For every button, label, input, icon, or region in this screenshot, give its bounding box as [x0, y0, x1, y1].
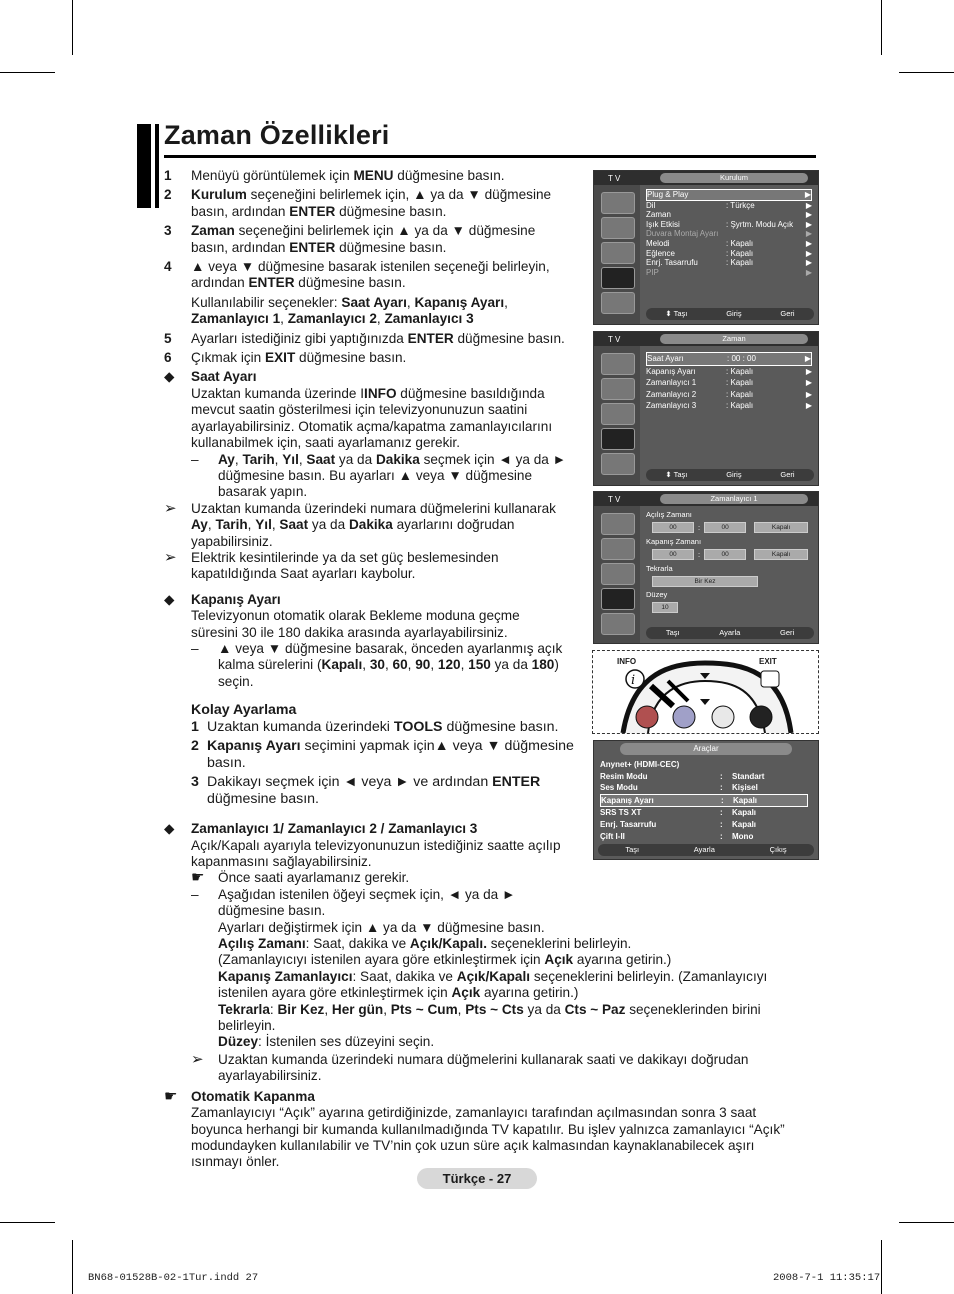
menu-items [646, 189, 812, 277]
arrow-right-icon: ▶ [804, 354, 811, 363]
tools-item-label: Ses Modu [600, 783, 638, 793]
menu-item[interactable] [646, 366, 812, 378]
zamanlayici-body: Açık/Kapalı ayarıyla televizyonunuzun istediğiniz saatte açılıp kapanmasını sağlayabilirsiniz. [191, 837, 561, 869]
menu-item-value [726, 268, 802, 278]
tools-item-colon: : [720, 771, 723, 781]
tools-item-colon: : [720, 831, 723, 841]
footer-hint: ⬍ Taşı [665, 309, 688, 318]
title-accent-bar [155, 124, 159, 208]
tools-item-label: Enrj. Tasarrufu [600, 819, 657, 829]
channel-icon [601, 242, 635, 264]
footer-hint: Ayarla [693, 845, 715, 854]
sound-icon [601, 538, 635, 560]
kapanis-dash: ▲ veya ▼ düğmesine basarak, önceden ayarlanmış açık kalma sürelerini (Kapalı, 30, 60, 90, 120, 150 ya da 180) seçin. [218, 640, 563, 689]
input-icon [601, 292, 635, 314]
crop-mark [0, 72, 55, 73]
menu-item-label: Enrj. Tasarrufu [646, 258, 698, 268]
kolay-text: Kapanış Ayarı seçimini yapmak için▲ veya ▼ düğmesine basın. [207, 738, 574, 772]
exit-button-label: EXIT [759, 657, 777, 666]
saat-note-2: Elektrik kesintilerinde ya da set güç beslemesinden kapatıldığında Saat ayarları kaybolur. [191, 549, 499, 582]
title-rule [164, 155, 816, 158]
kapanis-heading: Kapanış Ayarı [191, 591, 281, 607]
menu-footer [646, 469, 814, 481]
footer-hint: Giriş [726, 309, 742, 318]
arrow-right-icon: ▶ [805, 366, 812, 376]
step-item [164, 187, 569, 220]
menu-item-value: : Kapalı [726, 238, 754, 248]
menu-item-value: : Kapalı [726, 248, 754, 258]
screen-araclar [593, 740, 819, 860]
off-minute-field[interactable]: 00 [704, 549, 746, 560]
kolay-number: 3 [191, 774, 199, 791]
menu-sidebar [594, 506, 640, 643]
tools-footer [598, 844, 814, 856]
crop-mark [899, 72, 954, 73]
zamanlayici-section: ◆ Zamanlayıcı 1/ Zamanlayıcı 2 / Zamanlayıcı 3 Açık/Kapalı ayarıyla televizyonunuzun istediğiniz saatte açılıp kapanmasını sağlayabilirsiniz. ☛ Önce saati ayarlamanız gerekir. – Aşağıdan istenilen öğeyi seçmek için, ◄ ya da ► düğmesine basın. Ayarları değiştirmek için ▲ ya da ▼ düğmesine basın. Açılış Zamanı: Saat, dakika ve Açık/Kapalı. seçeneklerini belirleyin. (Zamanlayıcıyı istenilen ayara göre etkinleştirmek için Açık ayarına getirin.) Kapanış Zamanlayıcı: Saat, dakika ve Açık/Kapalı seçeneklerini belirleyin. (Zamanlayıcıyı istenilen ayara göre etkinleştirmek için Açık ayarına getirin.) Tekrarla: Bir Kez, Her gün, Pts ~ Cum, Pts ~ Cts ya da Cts ~ Paz seçeneklerinden birini belirleyin. Düzey: İstenilen ses düzeyini seçin. ➢ Uzaktan kumanda üzerindeki numara düğmelerini kullanarak saati ve dakikayı doğrudan ayarlayabilirsiniz. [164, 821, 794, 1085]
menu-item-label: Zamanlayıcı 3 [646, 401, 697, 410]
step-item [164, 259, 569, 292]
footer-hint: ⬍ Taşı [665, 470, 688, 479]
step-text: Kurulum seçeneğini belirlemek için, ▲ ya da ▼ düğmesine basın, ardından ENTER düğmesine basın. [191, 187, 552, 219]
tools-item-colon: : [720, 783, 723, 793]
crop-mark [899, 1222, 954, 1223]
tv-label: T V [608, 335, 621, 344]
page-title: Zaman Özellikleri [164, 120, 390, 150]
tools-item-value: Kapalı [732, 819, 757, 829]
picture-icon [601, 353, 635, 375]
menu-item-value [727, 190, 801, 200]
tools-item-value: Kişisel [732, 783, 758, 793]
step-number [164, 295, 191, 328]
arrow-right-icon: ▶ [805, 219, 812, 229]
menu-item-label: Dil [646, 200, 656, 210]
footer-hint: Çıkış [769, 845, 787, 854]
acilis-desc-2: (Zamanlayıcıyı istenilen ayara göre etkinleştirmek için Açık ayarına getirin.) [218, 952, 672, 968]
menu-item-label: Duvara Montaj Ayarı [646, 229, 719, 239]
menu-title: Zaman [660, 334, 808, 344]
title-accent-bar [137, 124, 151, 208]
setup-icon [601, 428, 635, 450]
menu-sidebar [594, 185, 640, 324]
footer-hint: Geri [779, 628, 795, 637]
tools-title: Araçlar [620, 743, 792, 755]
screen-zaman [593, 331, 819, 486]
step-number: 1 [164, 168, 172, 183]
kolay-heading: Kolay Ayarlama [191, 702, 297, 719]
hand-icon: ☛ [164, 1087, 178, 1105]
kapanis-section: ◆ Kapanış Ayarı Televizyonun otomatik olarak Bekleme moduna geçme süresini 30 ile 180 dakika arasında ayarlayabilirsiniz. – ▲ veya ▼ düğmesine basarak, önceden ayarlanmış açık kalma sürelerini (Kapalı, 30, 60, 90, 120, 150 ya da 180) seçin. [164, 592, 569, 690]
tools-item-colon: : [720, 819, 723, 829]
menu-item[interactable] [646, 258, 812, 268]
info-button-label: INFO [617, 657, 637, 666]
kolay-item [191, 774, 596, 808]
duzey-desc: Düzey: İstenilen ses düzeyini seçin. [218, 1034, 435, 1050]
input-icon [601, 613, 635, 635]
screen-zamanlayici-1 [593, 491, 819, 644]
arrow-right-icon: ▶ [805, 389, 812, 399]
arrow-right-icon: ▶ [805, 401, 812, 410]
picture-icon [601, 513, 635, 535]
zamanlayici-note: Uzaktan kumanda üzerindeki numara düğmelerini kullanarak saati ve dakikayı doğrudan ayarlayabilirsiniz. [218, 1051, 749, 1084]
step-item [164, 295, 569, 328]
oto-heading: Otomatik Kapanma [191, 1088, 315, 1104]
arrow-right-icon: ▶ [805, 378, 812, 387]
footer-hint: Ayarla [719, 628, 741, 637]
menu-item-label: Işık Etkisi [646, 219, 680, 229]
tools-items [600, 759, 808, 842]
tv-label: T V [608, 174, 621, 183]
arrow-right-icon: ▶ [805, 200, 812, 210]
menu-item[interactable] [646, 400, 812, 412]
menu-item-label: Zamanlayıcı 2 [646, 389, 697, 399]
menu-item-label: Plug & Play [647, 190, 689, 199]
channel-icon [601, 563, 635, 585]
menu-item[interactable] [646, 210, 812, 220]
off-state-field[interactable]: Kapalı [754, 549, 808, 560]
step-number: 2 [164, 187, 172, 203]
acilis-desc: Açılış Zamanı: Saat, dakika ve Açık/Kapalı. seçeneklerini belirleyin. [218, 936, 632, 952]
saat-note-1: Uzaktan kumanda üzerindeki numara düğmelerini kullanarak Ay, Tarih, Yıl, Saat ya da Dakika ayarlarını doğrudan yapabilirsiniz. [191, 500, 556, 549]
print-date: 2008-7-1 11:35:17 [773, 1272, 881, 1284]
tools-item-value: Standart [732, 771, 765, 781]
menu-title: Kurulum [660, 173, 808, 183]
arrow-right-icon: ▶ [805, 229, 812, 239]
menu-item-value: : Türkçe [726, 200, 755, 210]
menu-footer [646, 308, 814, 320]
saat-heading: Saat Ayarı [191, 369, 257, 385]
menu-item-value: : Kapalı [726, 366, 754, 376]
tools-item[interactable] [600, 759, 808, 771]
arrow-right-icon: ▶ [805, 248, 812, 258]
footer-hint: Giriş [726, 470, 742, 479]
menu-item[interactable] [646, 377, 812, 389]
menu-item-value [726, 210, 802, 220]
step-text: Zaman seçeneğini belirlemek için ▲ ya da ▼ düğmesine basın, ardından ENTER düğmesine basın. [191, 223, 536, 255]
tools-item[interactable] [600, 831, 808, 843]
arrow-right-icon: ▶ [805, 238, 812, 248]
menu-item[interactable] [646, 352, 812, 366]
tools-item-colon: : [721, 795, 724, 805]
on-hour-field[interactable]: 00 [652, 522, 694, 533]
menu-footer [646, 627, 814, 639]
kolay-item [191, 719, 596, 736]
menu-item-value: : Kapalı [726, 389, 754, 399]
crop-mark [0, 1222, 55, 1223]
tools-item-label: SRS TS XT [600, 808, 642, 818]
menu-item-label: Melodi [646, 238, 670, 248]
footer-hint: Taşı [625, 845, 640, 854]
menu-item-label: Eğlence [646, 248, 675, 258]
svg-text:i: i [631, 673, 636, 688]
zamanlayici-hand-note: Önce saati ayarlamanız gerekir. [218, 870, 410, 886]
menu-item-label: Kapanış Ayarı [646, 366, 696, 376]
kapanis-timer-desc: Kapanış Zamanlayıcı: Saat, dakika ve Açık/Kapalı seçeneklerini belirleyin. (Zamanlayıcıyı istenilen ayara göre etkinleştirmek için Açık ayarına getirin.) [218, 968, 768, 1001]
oto-section [164, 1089, 794, 1171]
menu-item[interactable] [646, 268, 812, 278]
tools-item[interactable] [600, 794, 808, 808]
steps-list [164, 168, 569, 366]
tools-item-label: Çift I-II [600, 831, 625, 841]
step-number: 3 [164, 223, 172, 239]
acilis-label: Açılış Zamanı [646, 510, 692, 519]
tools-item[interactable] [600, 782, 808, 794]
tools-item[interactable] [600, 771, 808, 783]
tekrarla-desc: Tekrarla: Bir Kez, Her gün, Pts ~ Cum, Pts ~ Cts ya da Cts ~ Paz seçeneklerinden birini belirleyin. [218, 1001, 761, 1034]
step-number: 6 [164, 350, 172, 366]
menu-item[interactable] [646, 201, 812, 211]
footer-hint: Geri [780, 470, 795, 479]
step-text: Kullanılabilir seçenekler: Saat Ayarı, Kapanış Ayarı, Zamanlayıcı 1, Zamanlayıcı 2, Zamanlayıcı 3 [191, 294, 508, 327]
saat-section: ◆ Saat Ayarı Uzaktan kumanda üzerinde IINFO düğmesine basıldığında mevcut saatin gösterilmesi için televizyonunuzun saatini ayarlayabilirsiniz. Otomatik açma/kapatma zamanlayıcılarını kullanabilmek için, saati ayarlamanız gerekir. – Ay, Tarih, Yıl, Saat ya da Dakika seçmek için ◄ ya da ► düğmesine basın. Bu ayarları ▲ veya ▼ düğmesine basarak yapın. ➢ Uzaktan kumanda üzerindeki numara düğmelerini kullanarak Ay, Tarih, Yıl, Saat ya da Dakika ayarlarını doğrudan yapabilirsiniz. ➢ Elektrik kesintilerinde ya da set güç beslemesinden kapatıldığında Saat ayarları kaybolur. [164, 369, 569, 582]
oto-body: Zamanlayıcıyı “Açık” ayarına getirdiğinizde, zamanlayıcı tarafından açılmasından sonra 3 saat boyunca herhangi bir kumanda kullanılmadığında TV kapatılır. Bu işlev yalnızca zamanlayıcı “Açık” modundayken kullanılabilir ve TV’nin çok uzun süre açık kalmasından kaynaklanabilecek aşırı ısınmayı önler. [191, 1105, 785, 1170]
hand-icon: ☛ [191, 869, 205, 887]
tools-item-value: Kapalı [732, 808, 757, 818]
arrow-right-icon: ▶ [805, 210, 812, 220]
tools-item-value: Mono [732, 831, 754, 841]
tools-item-colon: : [720, 808, 723, 818]
step-text: ▲ veya ▼ düğmesine basarak istenilen seçeneği belirleyin, ardından ENTER düğmesine basın. [191, 259, 550, 291]
zamanlayici-dash-2: Ayarları değiştirmek için ▲ ya da ▼ düğmesine basın. [218, 919, 545, 935]
menu-item-label: Saat Ayarı [647, 354, 684, 363]
menu-item[interactable] [646, 220, 812, 230]
screen-kurulum [593, 170, 819, 325]
print-file: BN68-01528B-02-1Tur.indd 27 [88, 1272, 259, 1284]
on-minute-field[interactable]: 00 [704, 522, 746, 533]
menu-item-label: Zaman [646, 210, 671, 220]
kapanis-label: Kapanış Zamanı [646, 537, 702, 546]
step-text: Menüyü görüntülemek için MENU düğmesine basın. [191, 168, 505, 183]
menu-item[interactable] [646, 229, 812, 239]
zamanlayici-heading: Zamanlayıcı 1/ Zamanlayıcı 2 / Zamanlayıcı 3 [191, 821, 478, 837]
kolay-section [164, 702, 596, 808]
step-text: Çıkmak için EXIT düğmesine basın. [191, 350, 407, 366]
arrow-right-icon: ▶ [804, 190, 811, 199]
tools-item[interactable] [600, 807, 808, 819]
menu-item-value [726, 229, 802, 239]
channel-icon [601, 403, 635, 425]
step-item [164, 168, 569, 184]
footer-hint: Geri [780, 309, 795, 318]
menu-item[interactable] [646, 249, 812, 259]
arrow-right-icon: ▶ [805, 267, 812, 277]
kolay-item [191, 738, 596, 772]
saat-dash: Ay, Tarih, Yıl, Saat ya da Dakika seçmek için ◄ ya da ► düğmesine basın. Bu ayarları ▲ veya ▼ düğmesine basarak yapın. [218, 451, 567, 500]
off-hour-field[interactable]: 00 [652, 549, 694, 560]
picture-icon [601, 192, 635, 214]
tools-item-label: Kapanış Ayarı [601, 795, 654, 805]
kolay-number: 2 [191, 738, 199, 755]
kolay-list [191, 719, 596, 808]
menu-item-value: : Kapalı [726, 378, 754, 387]
tools-item-colon [720, 759, 732, 771]
crop-mark [881, 1240, 882, 1294]
sound-icon [601, 378, 635, 400]
menu-item-value: : Kapalı [726, 258, 754, 268]
setup-icon [601, 588, 635, 610]
menu-sidebar [594, 346, 640, 485]
on-state-field[interactable]: Kapalı [754, 522, 808, 533]
tools-item-value: Kapalı [733, 795, 758, 805]
kolay-text: Dakikayı seçmek için ◄ veya ► ve ardından ENTER düğmesine basın. [207, 774, 541, 808]
repeat-field[interactable]: Bir Kez [652, 576, 758, 587]
duzey-label: Düzey [646, 590, 668, 599]
timer-form: Açılış Zamanı 00 : 00 Kapalı Kapanış Zamanı 00 : 00 Kapalı Tekrarla Bir Kez Düzey 10 [646, 510, 812, 613]
menu-item-value: : 00 : 00 [727, 354, 756, 363]
menu-item[interactable] [646, 389, 812, 401]
tools-item[interactable] [600, 819, 808, 831]
menu-item[interactable] [646, 189, 812, 201]
tv-label: T V [608, 495, 621, 504]
input-icon [601, 453, 635, 475]
setup-icon [601, 267, 635, 289]
kolay-number: 1 [191, 719, 199, 736]
step-item [164, 331, 569, 347]
step-number: 4 [164, 259, 172, 275]
menu-title: Zamanlayıcı 1 [660, 494, 808, 504]
step-number: 5 [164, 330, 172, 346]
kapanis-body: Televizyonun otomatik olarak Bekleme moduna geçme süresini 30 ile 180 dakika arasında ayarlayabilirsiniz. [191, 608, 520, 640]
tools-item-value [732, 759, 808, 771]
zamanlayici-dash-1: Aşağıdan istenilen öğeyi seçmek için, ◄ ya da ► düğmesine basın. [218, 886, 516, 919]
menu-items [646, 352, 812, 412]
tools-item-label: Resim Modu [600, 771, 648, 781]
step-item [164, 223, 569, 256]
menu-item-label: PIP [646, 267, 659, 277]
menu-item-value: : Şyrtm. Modu Açık [726, 219, 794, 229]
menu-item[interactable] [646, 239, 812, 249]
tools-item-label: Anynet+ (HDMI-CEC) [600, 760, 680, 769]
step-text: Ayarları istediğiniz gibi yaptığınızda ENTER düğmesine basın. [191, 330, 565, 346]
crop-mark [881, 0, 882, 55]
kolay-text: Uzaktan kumanda üzerindeki TOOLS düğmesine basın. [207, 719, 559, 736]
volume-field[interactable]: 10 [652, 602, 678, 613]
footer-hint: Taşı [665, 628, 680, 637]
menu-item-value: : Kapalı [726, 401, 754, 410]
sound-icon [601, 217, 635, 239]
page-number: Türkçe - 27 [417, 1168, 537, 1189]
tekrarla-label: Tekrarla [646, 564, 673, 573]
step-item [164, 350, 569, 366]
menu-item-label: Zamanlayıcı 1 [646, 378, 697, 387]
crop-mark [72, 1240, 73, 1294]
remote-closeup [592, 650, 819, 734]
saat-body: Uzaktan kumanda üzerinde IINFO düğmesine basıldığında mevcut saatin gösterilmesi için televizyonunuzun saatini ayarlayabilirsiniz. Otomatik açma/kapatma zamanlayıcılarını kullanabilmek için, saati ayarlamanız gerekir. [191, 385, 553, 451]
arrow-right-icon: ▶ [805, 258, 812, 268]
crop-mark [72, 0, 73, 55]
